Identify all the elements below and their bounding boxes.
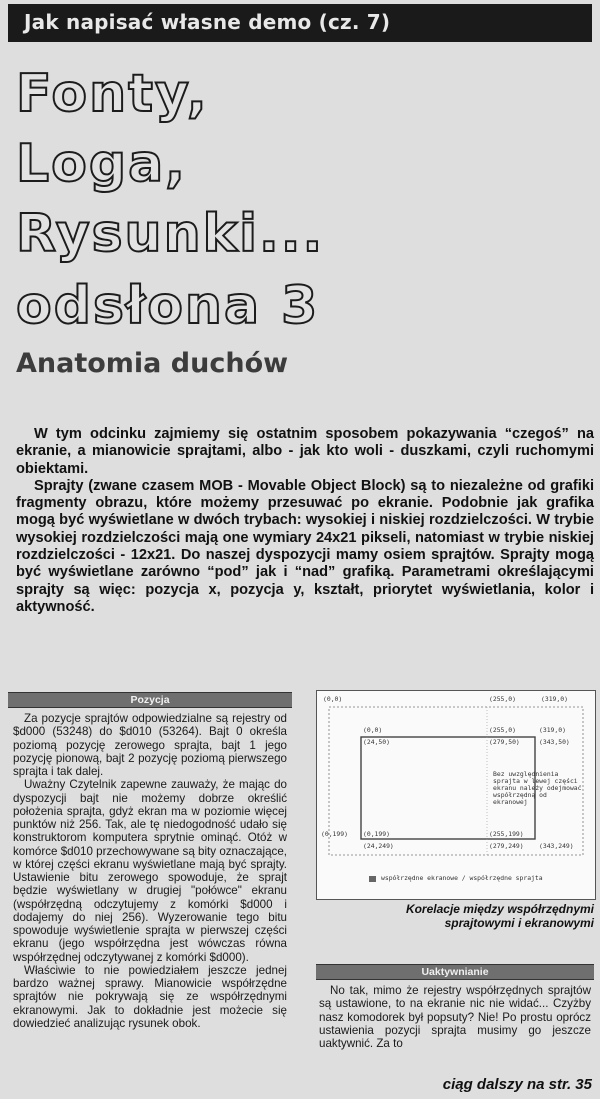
- legend-swatch: [369, 876, 376, 882]
- intro-text: [16, 426, 594, 616]
- section-header-pozycja: Pozycja: [8, 692, 292, 708]
- title-line-1: Fonty,: [16, 64, 209, 124]
- coordinates-figure: [316, 690, 596, 900]
- body-paragraph: No tak, mimo że rejestry współrzędnych sprajtów są ustawione, to na ekranie nic nie widać... Czyżby nasz komodorek był popsuty? Nie! Po prostu oprócz ustawienia pozycji sprajta musimy go jeszcze uaktywnić. Za to: [319, 984, 591, 1050]
- label-top-left: (0,0): [323, 695, 343, 703]
- label-inner-tl-b: (24,50): [363, 738, 390, 746]
- figure-legend: współrzędne ekranowe / współrzędne sprajta: [381, 874, 543, 882]
- label-bottom-left: (0,199): [321, 830, 348, 838]
- left-column: [8, 692, 292, 1030]
- label-inner-tl-a: (0,0): [363, 726, 383, 734]
- figure-caption: [316, 902, 594, 930]
- label-inner-tr-a: (319,0): [539, 726, 566, 734]
- title-line-3: Rysunki...: [16, 204, 325, 264]
- label-inner-br-b: (279,249): [489, 842, 524, 850]
- label-top-mid: (255,0): [489, 695, 516, 703]
- body-paragraph: Uważny Czytelnik zapewne zauważy, że mając do dyspozycji bajt nie możemy dobrze określić położenia sprajta, gdyż ekran ma w poziomie więcej punktów niż 256. Tak, ale tę niedogodność udało się konstruktorom komputera sprytnie ominąć. Otóż w komórce $d010 przechowywane są bity oznaczające, w której części ekranu wyświetlane mają być sprajty. Ustawienie bitu zerowego spowoduje, że sprajt będzie wyświetlany w drugiej "połówce" ekranu (współrzędną odczytujemy z komórki $d000 i dodajemy do niej 256). Wyzerowanie tego bitu spowoduje wyświetlenie sprajta w pierwszej części ekranu (jego współrzędna jest wówczas równa współrzędnej odczytywanej z komórki $d000).: [13, 778, 287, 964]
- intro-paragraph: W tym odcinku zajmiemy się ostatnim sposobem pokazywania “czegoś” na ekranie, a mianowicie sprajtami, albo - jak kto woli - duszkami, czyli ruchomymi obiektami.: [16, 426, 594, 477]
- caption-line-2: sprajtowymi i ekranowymi: [444, 916, 594, 930]
- label-top-right: (319,0): [541, 695, 568, 703]
- label-inner-bl-b: (24,249): [363, 842, 394, 850]
- header-bar: [8, 4, 592, 42]
- body-paragraph: Właściwie to nie powiedziałem jeszcze jednej bardzo ważnej sprawy. Mianowicie współrzędne sprajtów nie pokrywają się ze współrzędnymi ekranowymi. Jak to dokładnie jest możecie się dowiedzieć analizując rysunek obok.: [13, 963, 287, 1030]
- title-line-4: odsłona 3: [16, 276, 320, 336]
- continuation-note: ciąg dalszy na str. 35: [442, 1076, 592, 1093]
- body-paragraph: Za pozycje sprajtów odpowiedzialne są rejestry od $d000 (53248) do $d010 (53264). Bajt 0 określa poziomą pozycję zerowego sprajta, bajt 1 jego pozycję pionową, bajt 2 pozycję poziomą pierwszego sprajta i tak dalej.: [13, 712, 287, 778]
- label-inner-tm-b: (279,50): [489, 738, 520, 746]
- intro-paragraph: Sprajty (zwane czasem MOB - Movable Object Block) są to niezależne od grafiki fragmenty obrazu, które możemy przesuwać po ekranie. Podobnie jak grafika mogą być wyświetlane w dwóch trybach: wysokiej i niskiej rozdzielczości. W trybie wysokiej rozdzielczości mają one wymiary 24x21 pikseli, natomiast w trybie niskiej rozdzielczości - 12x21. Do naszej dyspozycji mamy osiem sprajtów. Sprajty mogą być wyświetlane zarówno “pod” jak i “nad” grafiką. Parametrami określającymi sprajty są więc: pozycja x, pozycja y, kształt, priorytet wyświetlania, kolor i aktywność.: [16, 477, 594, 615]
- header-title: Jak napisać własne demo (cz. 7): [24, 10, 391, 34]
- label-inner-tr-b: (343,50): [539, 738, 570, 746]
- label-inner-br-a: (255,199): [489, 830, 524, 838]
- title-line-2: Loga,: [16, 134, 187, 194]
- section-header-uaktywnianie: Uaktywnianie: [316, 964, 594, 980]
- label-inner-br-c: (343,249): [539, 842, 574, 850]
- caption-line-1: Korelacje między współrzędnymi: [405, 902, 594, 916]
- subtitle: Anatomia duchów: [16, 348, 289, 379]
- right-column: [316, 964, 594, 1050]
- label-inner-tm-a: (255,0): [489, 726, 516, 734]
- label-inner-bl-a: (0,199): [363, 830, 390, 838]
- figure-note: Bez uwzględnienia sprajta w lewej części ekranu należy odejmować współrzędną od ekranowej: [493, 770, 582, 806]
